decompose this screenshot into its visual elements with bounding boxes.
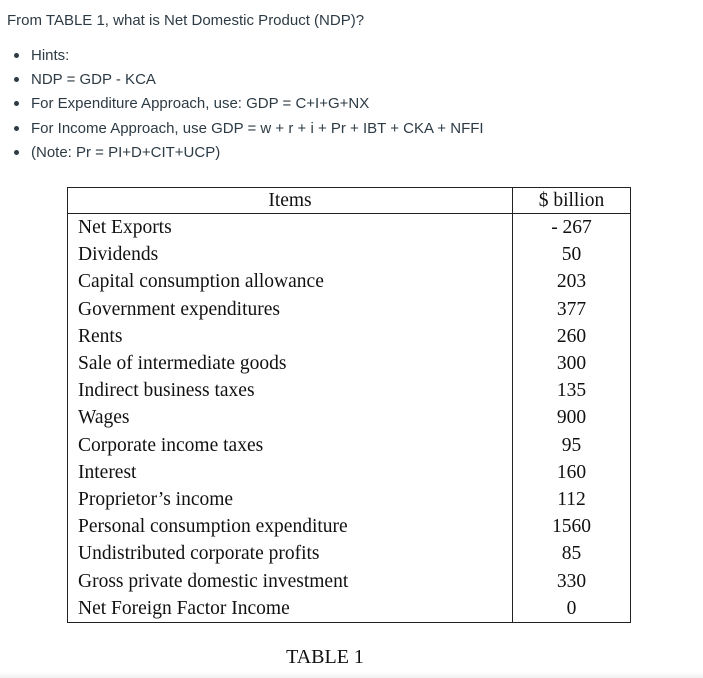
row-item: Net Exports <box>68 214 513 242</box>
row-value: 203 <box>513 268 631 295</box>
question-text: From TABLE 1, what is Net Domestic Product (NDP)? <box>7 12 365 29</box>
row-value: 330 <box>513 568 631 595</box>
table-row <box>68 268 631 295</box>
table-row <box>68 323 631 350</box>
row-item: Capital consumption allowance <box>68 268 513 295</box>
row-item: Personal consumption expenditure <box>68 513 513 540</box>
row-item: Undistributed corporate profits <box>68 540 513 567</box>
row-item: Gross private domestic investment <box>68 568 513 595</box>
hint-item: For Income Approach, use GDP = w + r + i + Pr + IBT + CKA + NFFI <box>31 118 484 142</box>
row-value: 1560 <box>513 513 631 540</box>
row-item: Interest <box>68 459 513 486</box>
row-value: 300 <box>513 350 631 377</box>
row-value: 50 <box>513 241 631 268</box>
data-table <box>67 187 631 623</box>
row-item: Rents <box>68 323 513 350</box>
row-item: Sale of intermediate goods <box>68 350 513 377</box>
row-value: 95 <box>513 432 631 459</box>
row-value: 0 <box>513 595 631 623</box>
row-item: Government expenditures <box>68 296 513 323</box>
table-row <box>68 404 631 431</box>
column-header-value: $ billion <box>513 188 631 214</box>
row-value: 377 <box>513 296 631 323</box>
row-item: Corporate income taxes <box>68 432 513 459</box>
hint-item: For Expenditure Approach, use: GDP = C+I+G+NX <box>31 93 484 117</box>
row-item: Proprietor’s income <box>68 486 513 513</box>
row-value: 260 <box>513 323 631 350</box>
table-row <box>68 296 631 323</box>
row-item: Net Foreign Factor Income <box>68 595 513 623</box>
table-row <box>68 241 631 268</box>
table-row <box>68 459 631 486</box>
table-row <box>68 568 631 595</box>
row-value: 900 <box>513 404 631 431</box>
table-row <box>68 513 631 540</box>
table-header-row <box>68 188 631 214</box>
table-row <box>68 214 631 242</box>
table-row <box>68 350 631 377</box>
table-row <box>68 432 631 459</box>
table-caption: TABLE 1 <box>286 646 364 668</box>
row-value: 112 <box>513 486 631 513</box>
table-row <box>68 486 631 513</box>
row-value: 85 <box>513 540 631 567</box>
table-row <box>68 377 631 404</box>
row-value: 160 <box>513 459 631 486</box>
column-header-items: Items <box>68 188 513 214</box>
bottom-shade <box>0 672 703 678</box>
hints-list <box>0 45 484 166</box>
table-row <box>68 595 631 623</box>
row-item: Dividends <box>68 241 513 268</box>
hint-item: (Note: Pr = PI+D+CIT+UCP) <box>31 142 484 166</box>
row-value: 135 <box>513 377 631 404</box>
row-item: Indirect business taxes <box>68 377 513 404</box>
hint-item: Hints: <box>31 45 484 69</box>
table-row <box>68 540 631 567</box>
row-item: Wages <box>68 404 513 431</box>
row-value: - 267 <box>513 214 631 242</box>
hint-item: NDP = GDP - KCA <box>31 69 484 93</box>
